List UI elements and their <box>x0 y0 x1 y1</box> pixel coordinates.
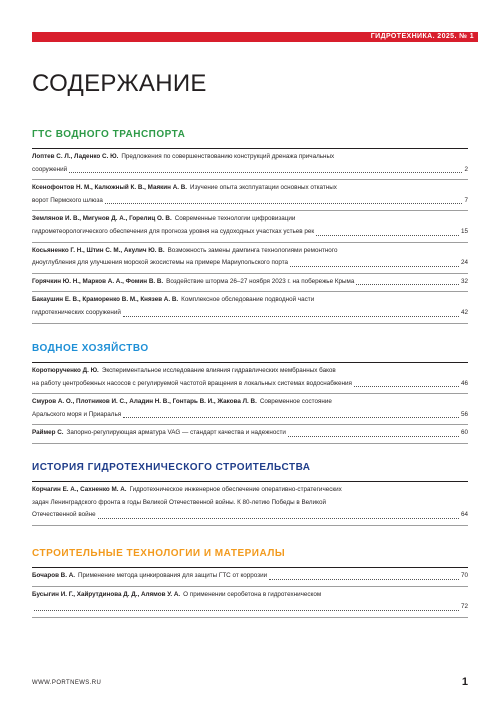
toc-entry[interactable] <box>32 568 468 587</box>
entry-authors: Раймер С. <box>32 429 64 437</box>
entry-authors: Бусыгин И. Г., Хайрутдинова Д. Д., Алямов У. А. <box>32 590 181 598</box>
entry-title-text: на работу центробежных насосов с регулируемой частотой вращения в локальных системах водоснабжения <box>32 379 352 387</box>
entry-authors: Ксенофонтов Н. М., Калюжный К. В., Маякин А. В. <box>32 184 188 192</box>
section-title: ИСТОРИЯ ГИДРОТЕХНИЧЕСКОГО СТРОИТЕЛЬСТВА <box>32 462 311 473</box>
dot-leader <box>269 579 459 580</box>
entry-title-text: ворот Пермского шлюза <box>32 196 103 204</box>
entry-page-number: 56 <box>460 410 468 418</box>
entry-title-text: Экспериментальное исследование влияния гидравлических мембранных баков <box>101 367 336 374</box>
toc-entry-line <box>32 151 468 164</box>
entry-title-text: Гидротехническое инженерное обеспечение оперативно-стратегических <box>129 486 342 493</box>
entry-authors: Косьяненко Г. Н., Штин С. М., Акулич Ю. В. <box>32 246 165 254</box>
toc-entry-line <box>32 257 468 270</box>
entry-list <box>32 363 468 444</box>
toc-entry-line <box>32 307 468 320</box>
page-number: 1 <box>461 676 468 688</box>
entry-title-text: Отечественной войне <box>32 511 96 519</box>
page-title: СОДЕРЖАНИЕ <box>32 70 207 97</box>
toc-entry-line <box>32 378 468 391</box>
section-title: ВОДНОЕ ХОЗЯЙСТВО <box>32 343 149 354</box>
section-hydro-history <box>32 462 468 526</box>
entry-page-number: 15 <box>460 227 468 235</box>
toc-entry-line <box>32 509 468 522</box>
toc-entry-line <box>32 570 468 583</box>
toc-entry[interactable] <box>32 180 468 211</box>
toc-entry-line <box>32 294 468 307</box>
entry-page-number: 72 <box>460 603 468 611</box>
toc-entry-line <box>32 195 468 208</box>
entry-list <box>32 482 468 526</box>
dot-leader <box>316 235 459 236</box>
dot-leader <box>34 610 459 611</box>
toc-entry[interactable] <box>32 211 468 242</box>
entry-title-text: Комплексное обследование подводной части <box>181 296 315 304</box>
dot-leader <box>123 417 459 418</box>
toc-entry[interactable] <box>32 482 468 526</box>
toc-entry[interactable] <box>32 425 468 444</box>
toc-entry[interactable] <box>32 149 468 180</box>
toc-entry-line <box>32 484 468 497</box>
entry-page-number: 70 <box>460 572 468 579</box>
toc-entry[interactable] <box>32 292 468 323</box>
entry-title-text: Предложения по совершенствованию конструкций дренажа причальных <box>121 153 335 160</box>
entry-page-number: 46 <box>460 379 468 387</box>
toc-entry-line <box>32 396 468 409</box>
entry-authors: Бакаушин Е. В., Краморенко В. М., Князев А. В. <box>32 296 179 304</box>
entry-authors: Смуров А. О., Плотников И. С., Аладин Н. В., Гонтарь В. И., Жакова Л. В. <box>32 398 257 406</box>
dot-leader <box>288 436 459 437</box>
toc-entry-line <box>32 276 468 289</box>
entry-authors: Горячкин Ю. Н., Марков А. А., Фомин В. В. <box>32 277 164 285</box>
section-water-transport <box>32 129 468 324</box>
entry-title-text: задач Ленинградского фронта в годы Великой Отечественной войны. К 80-летию Победы в Великой <box>32 498 326 506</box>
dot-leader <box>105 203 463 204</box>
entry-list <box>32 568 468 618</box>
toc-entry-line <box>32 245 468 258</box>
entry-title-text: Возможность замены дампинга технологиями ремонтного <box>167 246 338 254</box>
toc-entry[interactable] <box>32 587 468 618</box>
footer-website[interactable]: WWW.PORTNEWS.RU <box>32 680 102 686</box>
dot-leader <box>69 172 462 173</box>
section-water-management <box>32 343 468 444</box>
toc-entry-line <box>32 365 468 378</box>
entry-page-number: 2 <box>464 165 468 173</box>
section-construction-tech <box>32 548 468 618</box>
entry-title-text: Запорно-регулирующая арматура VAG — стандарт качества и надежности <box>66 429 286 437</box>
dot-leader <box>98 518 459 519</box>
toc-entry[interactable] <box>32 363 468 394</box>
toc-entry-line <box>32 182 468 195</box>
entry-title-text: Применение метода цинкирования для защиты ГТС от коррозии <box>78 572 268 579</box>
dot-leader <box>356 284 459 285</box>
toc-entry-line <box>32 589 468 602</box>
entry-authors: Бочаров В. А. <box>32 572 76 579</box>
toc-entry[interactable] <box>32 274 468 293</box>
entry-title-text: сооружений <box>32 165 68 173</box>
toc-entry-line <box>32 427 468 440</box>
entry-page-number: 32 <box>460 277 468 285</box>
toc-entry-line <box>32 601 468 614</box>
toc-entry[interactable] <box>32 394 468 425</box>
entry-title-text: Современное состояние <box>259 398 332 406</box>
toc-entry-line <box>32 497 468 510</box>
entry-title-text: Современные технологии цифровизации <box>174 215 296 223</box>
dot-leader <box>123 316 459 317</box>
entry-title-text: гидрометеорологического обеспечения для прогноза уровня на судоходных участках устьев рек <box>32 227 315 235</box>
toc-entry[interactable] <box>32 243 468 274</box>
toc-entry-line <box>32 213 468 226</box>
entry-title-text: дноуглубления для улучшения морской экосистемы на примере Мариупольского порта <box>32 259 289 267</box>
dot-leader <box>354 386 459 387</box>
section-title: СТРОИТЕЛЬНЫЕ ТЕХНОЛОГИИ И МАТЕРИАЛЫ <box>32 548 286 559</box>
entry-title-text: гидротехнических сооружений <box>32 308 121 316</box>
entry-authors: Корчагин Е. А., Сахненко М. А. <box>32 486 127 493</box>
entry-page-number: 7 <box>464 196 468 204</box>
entry-page-number: 24 <box>460 259 468 267</box>
entry-page-number: 64 <box>460 511 468 519</box>
toc-entry-line <box>32 409 468 422</box>
dot-leader <box>290 266 459 267</box>
entry-page-number: 42 <box>460 308 468 316</box>
section-title: ГТС ВОДНОГО ТРАНСПОРТА <box>32 129 186 140</box>
entry-title-text: Аральского моря и Приаралья <box>32 410 122 418</box>
entry-page-number: 60 <box>460 429 468 437</box>
entry-authors: Лоптев С. Л., Ладенко С. Ю. <box>32 153 119 160</box>
entry-title-text: Изучение опыта эксплуатации основных откатных <box>190 184 337 192</box>
toc-entry-line <box>32 226 468 239</box>
entry-authors: Землянов И. В., Мигунов Д. А., Горелиц О. В. <box>32 215 172 223</box>
entry-list <box>32 149 468 324</box>
entry-title-text: О применении серобетона в гидротехническом <box>183 590 322 598</box>
entry-authors: Коротюрученко Д. Ю. <box>32 367 99 374</box>
journal-issue-label: ГИДРОТЕХНИКА. 2025. № 1 <box>370 33 474 40</box>
entry-title-text: Воздействие шторма 26–27 ноября 2023 г. на побережье Крыма <box>166 277 355 285</box>
toc-entry-line <box>32 164 468 177</box>
